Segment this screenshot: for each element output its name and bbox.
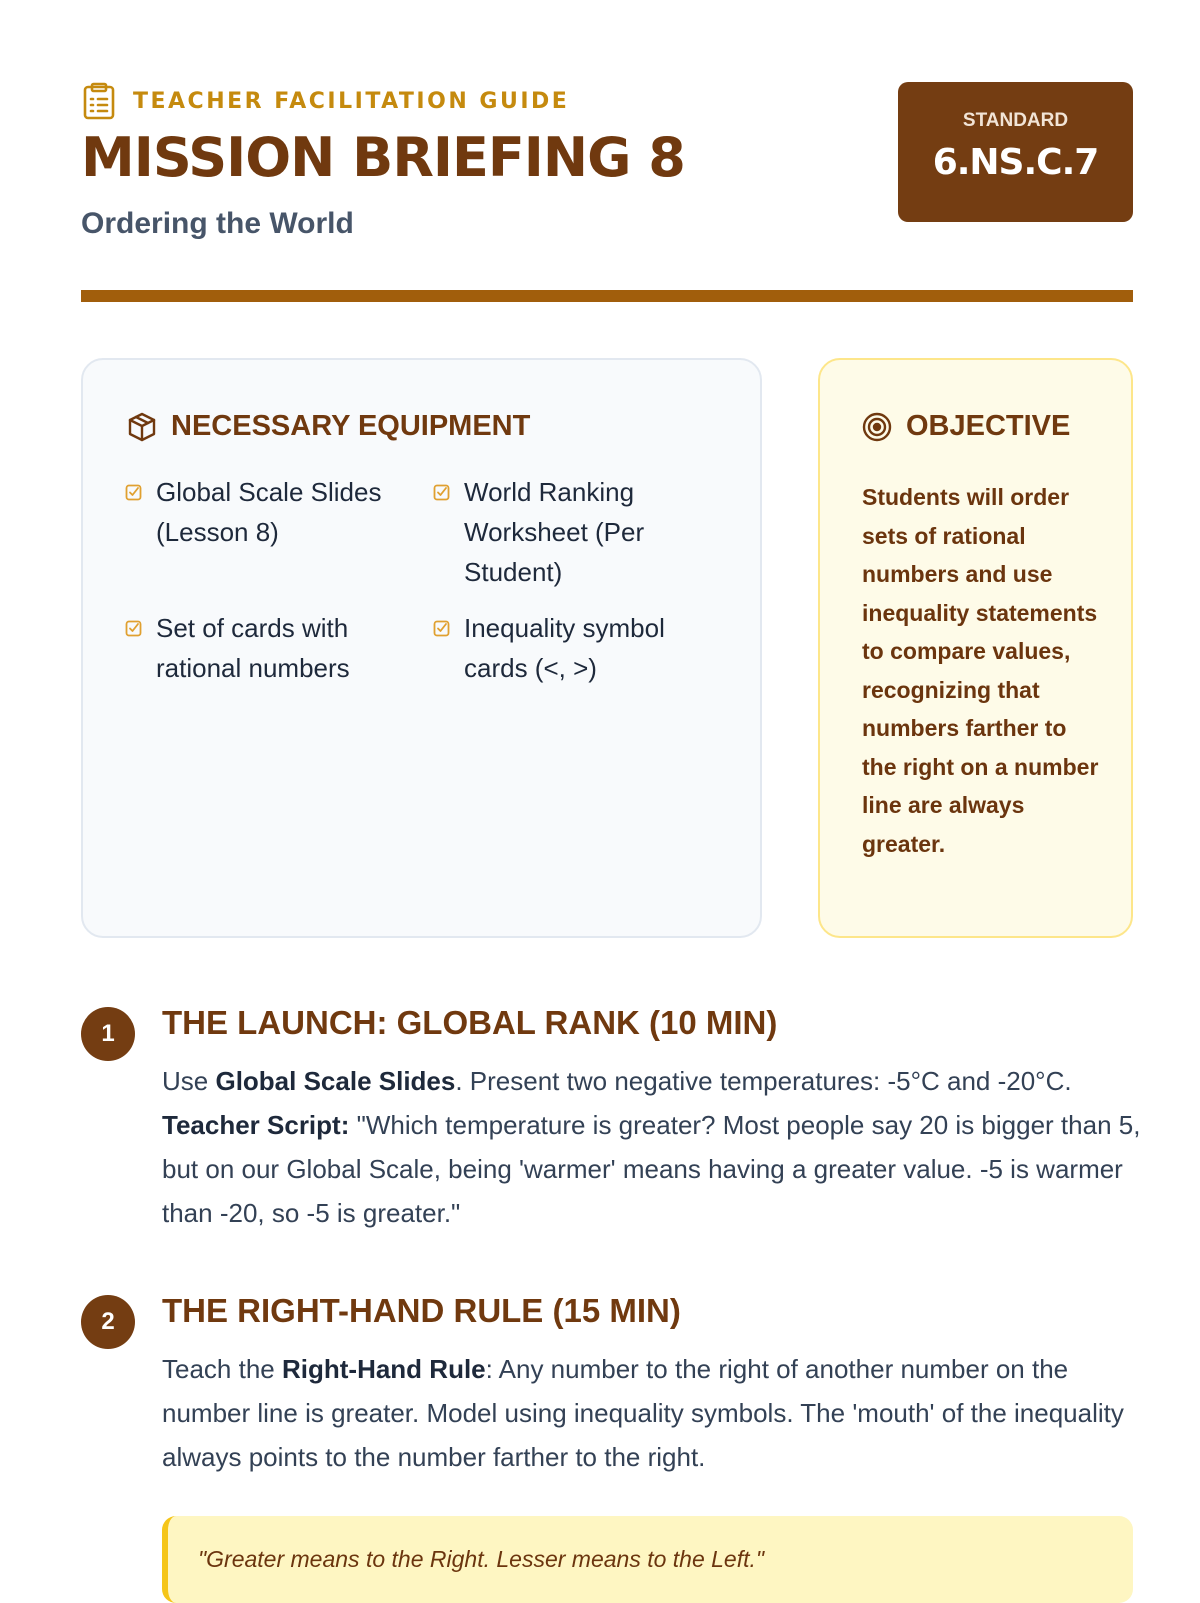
resource-name: Global Scale Slides [215, 1066, 456, 1096]
clipboard-list-icon [81, 82, 117, 120]
equipment-header [127, 410, 530, 443]
checkbox-icon [433, 484, 450, 501]
checkbox-icon [433, 620, 450, 637]
equipment-item [433, 608, 723, 688]
rule-name: Right-Hand Rule [281, 1354, 486, 1384]
equipment-item [125, 472, 395, 552]
step-body [162, 1347, 1142, 1479]
page-title: MISSION BRIEFING 8 [81, 126, 685, 189]
checkbox-icon [125, 484, 142, 501]
step-text: Teach the [162, 1354, 282, 1384]
step-text: . Present two negative temperatures: -5°C and -20°C. [455, 1066, 1072, 1096]
kicker-text: TEACHER FACILITATION GUIDE [133, 88, 570, 114]
key-phrase-callout: "Greater means to the Right. Lesser means to the Left." [162, 1516, 1133, 1603]
equipment-item-label: Inequality symbol cards (<, >) [464, 613, 665, 683]
package-icon [127, 412, 157, 442]
equipment-item-label: Set of cards with rational numbers [156, 613, 350, 683]
header-divider [81, 290, 1133, 302]
objective-header [862, 410, 1070, 443]
step-number-badge: 2 [81, 1295, 135, 1349]
step-text: Use [162, 1066, 216, 1096]
target-icon [862, 412, 892, 442]
standard-badge [898, 82, 1133, 222]
equipment-item-label: Global Scale Slides (Lesson 8) [156, 477, 382, 547]
checkbox-icon [125, 620, 142, 637]
standard-label: STANDARD [962, 110, 1069, 131]
step-body [162, 1059, 1142, 1235]
objective-text: Students will order sets of rational numbers and use inequality statements to compare values, recognizing that numbers farther to the right on a number line are always greater. [862, 484, 1099, 857]
step-title: THE RIGHT-HAND RULE (15 MIN) [162, 1292, 681, 1329]
teacher-script: "Which temperature is greater? Most people say 20 is bigger than 5, but on our Global Scale, being 'warmer' means having a greater value. -5 is warmer than -20, so -5 is greater." [162, 1110, 1141, 1228]
page-subtitle: Ordering the World [81, 207, 354, 240]
step-number-badge: 1 [81, 1007, 135, 1061]
equipment-card [81, 358, 762, 938]
step-title: THE LAUNCH: GLOBAL RANK (10 MIN) [162, 1004, 778, 1041]
kicker [81, 82, 569, 120]
equipment-item-label: World Ranking Worksheet (Per Student) [464, 477, 645, 587]
standard-code: 6.NS.C.7 [932, 142, 1099, 183]
equipment-title: NECESSARY EQUIPMENT [171, 410, 531, 442]
step-text: : Any number to the right of another number on the number line is greater. Model using inequality symbols. The 'mouth' of the inequality always points to the number farther to the right. [162, 1354, 1124, 1472]
script-label: Teacher Script: [162, 1110, 350, 1140]
objective-card [818, 358, 1133, 938]
equipment-item [125, 608, 395, 688]
objective-title: OBJECTIVE [906, 410, 1071, 442]
equipment-item [433, 472, 703, 592]
